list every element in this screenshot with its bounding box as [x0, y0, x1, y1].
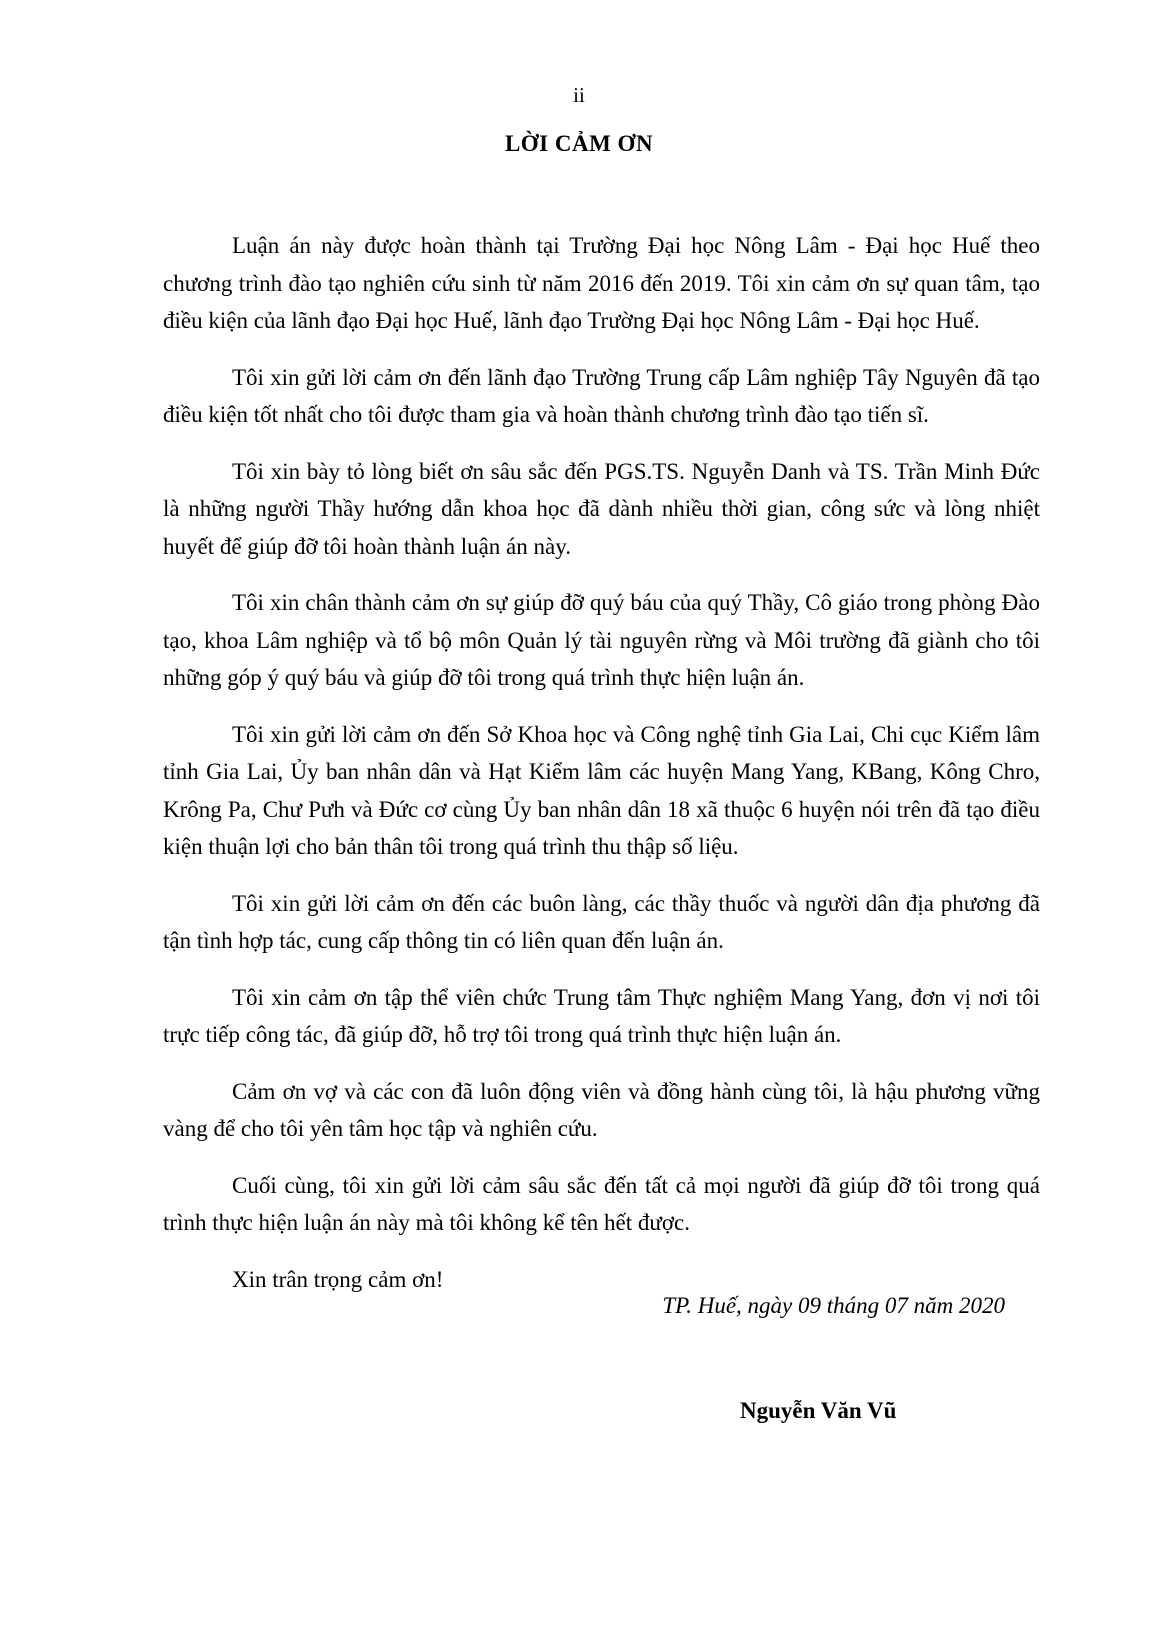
- paragraph-everyone: Cuối cùng, tôi xin gửi lời cảm sâu sắc đến tất cả mọi người đã giúp đỡ tôi trong quá trình thực hiện luận án này mà tôi không kể tên hết được.: [163, 1172, 1040, 1235]
- paragraph-colleagues: Tôi xin cảm ơn tập thể viên chức Trung tâm Thực nghiệm Mang Yang, đơn vị nơi tôi trực tiếp công tác, đã giúp đỡ, hỗ trợ tôi trong quá trình thực hiện luận án.: [163, 984, 1040, 1047]
- page-number: ii: [573, 83, 585, 107]
- paragraph-faculty: Tôi xin chân thành cảm ơn sự giúp đỡ quý báu của quý Thầy, Cô giáo trong phòng Đào tạo, khoa Lâm nghiệp và tổ bộ môn Quản lý tài nguyên rừng và Môi trường đã giành cho tôi những góp ý quý báu và giúp đỡ tôi trong quá trình thực hiện luận án.: [163, 590, 1040, 690]
- paragraph-supervisors: Tôi xin bày tỏ lòng biết ơn sâu sắc đến PGS.TS. Nguyễn Danh và TS. Trần Minh Đức là những người Thầy hướng dẫn khoa học đã dành nhiều thời gian, công sức và lòng nhiệt huyết để giúp đỡ tôi hoàn thành luận án này.: [163, 458, 1040, 559]
- paragraph-villages: Tôi xin gửi lời cảm ơn đến các buôn làng, các thầy thuốc và người dân địa phương đã tận tình hợp tác, cung cấp thông tin có liên quan đến luận án.: [163, 890, 1040, 953]
- paragraph-university: Luận án này được hoàn thành tại Trường Đại học Nông Lâm - Đại học Huế theo chương trình đào tạo nghiên cứu sinh từ năm 2016 đến 2019. Tôi xin cảm ơn sự quan tâm, tạo điều kiện của lãnh đạo Đại học Huế, lãnh đạo Trường Đại học Nông Lâm - Đại học Huế.: [163, 233, 1040, 333]
- date-line: TP. Huế, ngày 09 tháng 07 năm 2020: [662, 1293, 1005, 1318]
- author-name: Nguyễn Văn Vũ: [740, 1398, 897, 1423]
- closing-line: Xin trân trọng cảm ơn!: [232, 1266, 444, 1292]
- page-title: LỜI CẢM ƠN: [504, 131, 654, 156]
- paragraph-local-authorities: Tôi xin gửi lời cảm ơn đến Sở Khoa học và Công nghệ tỉnh Gia Lai, Chi cục Kiểm lâm tỉnh Gia Lai, Ủy ban nhân dân và Hạt Kiểm lâm các huyện Mang Yang, KBang, Kông Chro, Krông Pa, Chư Pưh và Đức cơ cùng Ủy ban nhân dân 18 xã thuộc 6 huyện nói trên đã tạo điều kiện thuận lợi cho bản thân tôi trong quá trình thu thập số liệu.: [163, 721, 1040, 859]
- paragraph-family: Cảm ơn vợ và các con đã luôn động viên và đồng hành cùng tôi, là hậu phương vững vàng để cho tôi yên tâm học tập và nghiên cứu.: [163, 1078, 1040, 1141]
- paragraph-forestry-school: Tôi xin gửi lời cảm ơn đến lãnh đạo Trường Trung cấp Lâm nghiệp Tây Nguyên đã tạo điều kiện tốt nhất cho tôi được tham gia và hoàn thành chương trình đào tạo tiến sĩ.: [163, 364, 1040, 427]
- acknowledgement-body: [163, 227, 1040, 1317]
